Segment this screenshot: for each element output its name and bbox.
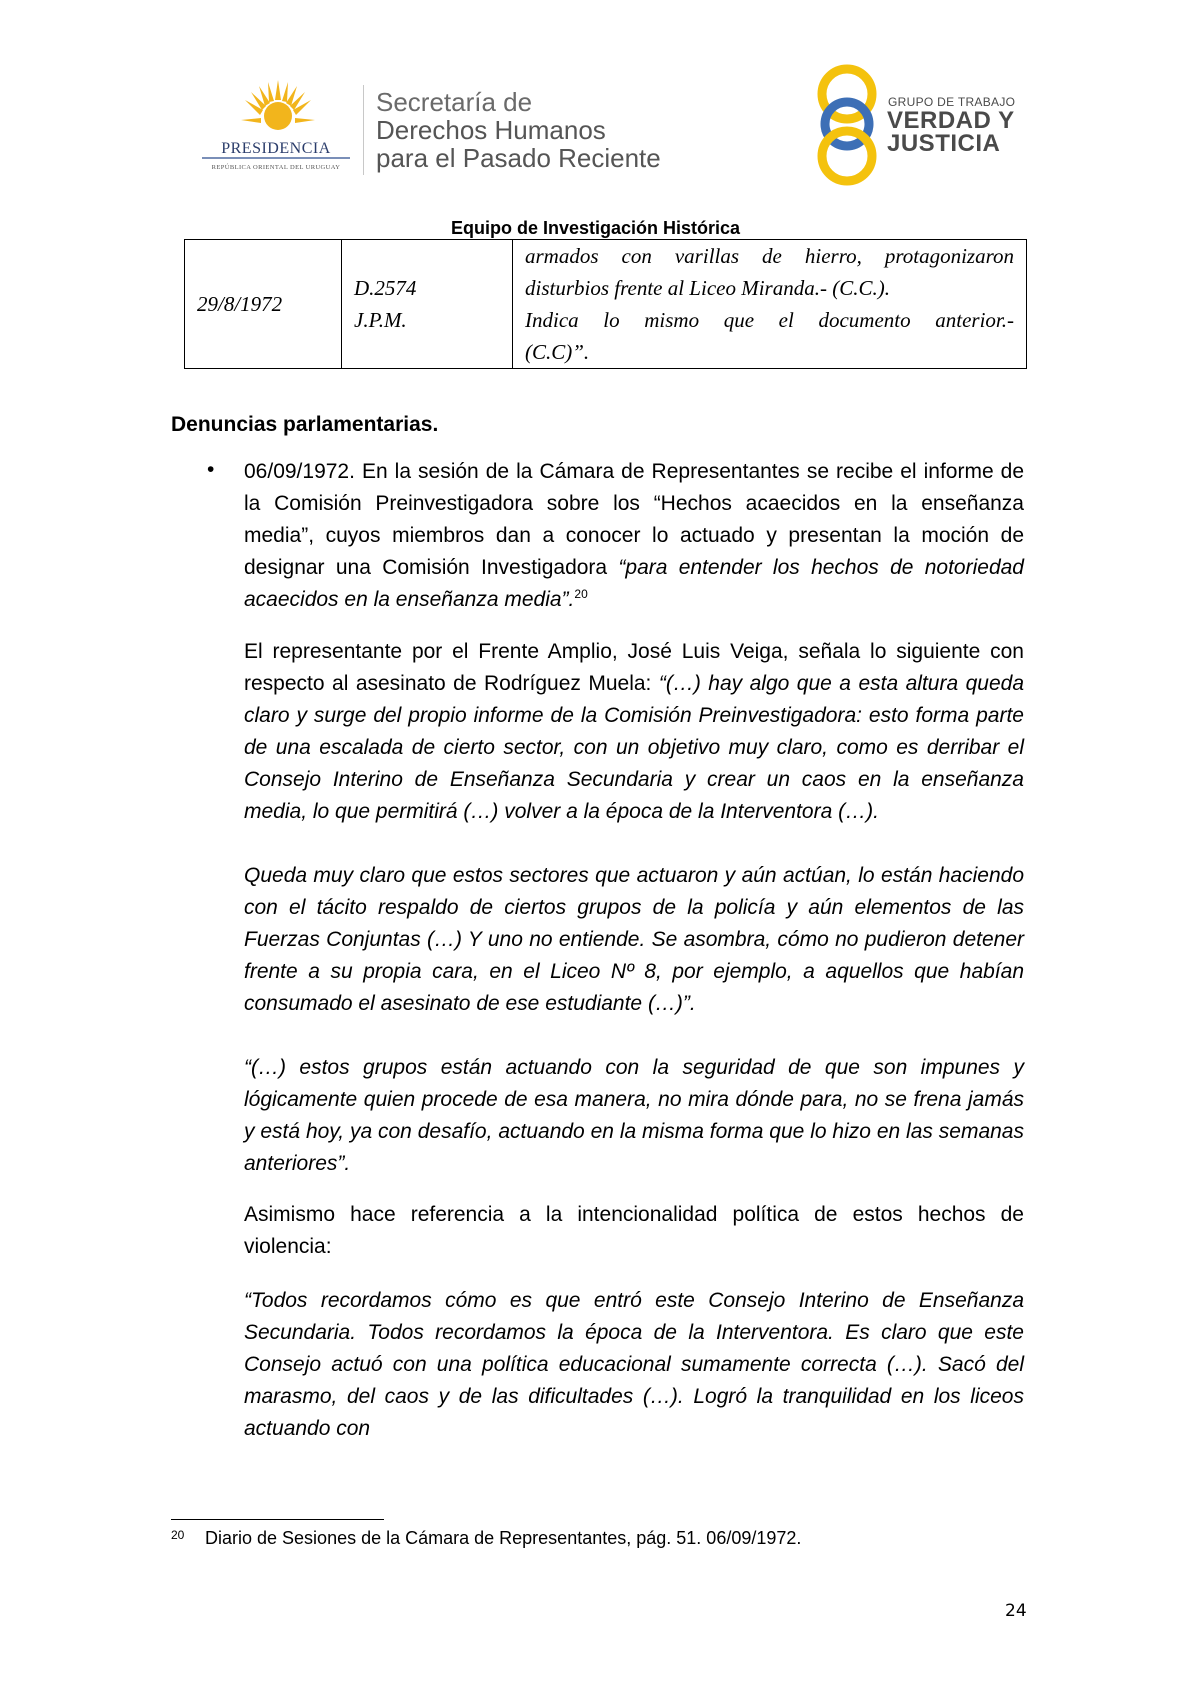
verdad-justicia-rings-icon [812, 62, 882, 188]
document-table [184, 239, 1027, 369]
secretaria-line-1: Secretaría de [376, 87, 533, 117]
description-line-2: disturbios frente al Liceo Miranda.- (C.C.). [525, 276, 890, 300]
footnote-number: 20 [171, 1528, 185, 1542]
secretaria-line-2: Derechos Humanos [376, 115, 606, 145]
presidencia-wordmark: PRESIDENCIA [221, 140, 331, 157]
description-line-1: armados con varillas de hierro, protagonizaron [525, 244, 1014, 268]
paragraph-6: “Todos recordamos cómo es que entró este Consejo Interino de Enseñanza Secundaria. Todos recordamos la época de la Interventora. Es claro que este Consejo actuó con una política educacional sumamente correcta (…). Sacó del marasmo, del caos y de las dificultades (…). Logró la tranquilidad en los liceos actuando con [244, 1289, 1024, 1440]
paragraph-2-quote: “(…) hay algo que a esta altura queda claro y surge del propio informe de la Comisión Preinvestigadora: esto forma parte de una escalada de cierto sector, con un objetivo muy claro, como es derribar el Consejo Interino de Enseñanza Secundaria y crear un caos en la enseñanza media, lo que permitirá (…) volver a la época de la Interventora (…). [244, 672, 1024, 823]
date-cell [185, 240, 342, 369]
header-title: Equipo de Investigación Histórica [450, 218, 741, 238]
doc-id: D.2574 [354, 276, 417, 300]
doc-cell [342, 240, 513, 369]
presidencia-divider [202, 157, 350, 159]
paragraph-2-text: El representante por el Frente Amplio, José Luis Veiga, señala lo siguiente con respecto al asesinato de Rodríguez Muela: [244, 640, 1024, 695]
description-line-3: Indica lo mismo que el documento anterior.- [525, 308, 1014, 332]
section-title: Denuncias parlamentarias. [171, 413, 439, 436]
paragraph-4: “(…) estos grupos están actuando con la seguridad de que son impunes y lógicamente quien procede de esa manera, no mira dónde para, no se frena jamás y está hoy, ya con desafío, actuando en la misma forma que lo hizo en las semanas anteriores”. [244, 1056, 1024, 1175]
bullet-icon: • [207, 458, 215, 481]
paragraph-1 [244, 456, 1024, 616]
sun-icon [241, 80, 315, 138]
table-row [185, 240, 1027, 369]
presidencia-subtitle: REPÚBLICA ORIENTAL DEL URUGUAY [211, 164, 341, 171]
grupo-trabajo-label: GRUPO DE TRABAJO [888, 95, 1016, 109]
date-value: 29/8/1972 [197, 292, 283, 316]
paragraph-2 [244, 636, 1024, 828]
presidencia-logo [196, 80, 356, 180]
header-separator [363, 85, 364, 175]
secretaria-line-3: para el Pasado Reciente [376, 143, 661, 173]
page-number: 24 [1005, 1601, 1027, 1621]
description-cell [513, 240, 1027, 369]
verdad-label: VERDAD Y [887, 107, 1015, 134]
paragraph-5: Asimismo hace referencia a la intencionalidad política de estos hechos de violencia: [244, 1203, 1024, 1258]
description-line-4: (C.C)”. [525, 340, 590, 364]
secretaria-wordmark [376, 88, 661, 172]
footnote-text: Diario de Sesiones de la Cámara de Representantes, pág. 51. 06/09/1972. [205, 1528, 802, 1548]
paragraph-1-text: 06/09/1972. En la sesión de la Cámara de Representantes se recibe el informe de la Comisión Preinvestigadora sobre los “Hechos acaecidos en la enseñanza media”, cuyos miembros dan a conocer lo actuado y presentan la moción de designar una Comisión Investigadora [244, 460, 1024, 579]
doc-author: J.P.M. [354, 308, 407, 332]
justicia-label: JUSTICIA [887, 130, 1001, 157]
paragraph-1-quote: “para entender los hechos de notoriedad acaecidos en la enseñanza media”. [244, 556, 1024, 611]
footnote-rule [171, 1519, 384, 1520]
footnote-ref: 20 [574, 587, 588, 601]
paragraph-3: Queda muy claro que estos sectores que actuaron y aún actúan, lo están haciendo con el tácito respaldo de ciertos grupos de la policía y aún elementos de las Fuerzas Conjuntas (…) Y uno no entiende. Se asombra, cómo no pudieron detener frente a su propia cara, en el Liceo Nº 8, por ejemplo, a aquellos que habían consumado el asesinato de ese estudiante (…)”. [244, 864, 1024, 1015]
